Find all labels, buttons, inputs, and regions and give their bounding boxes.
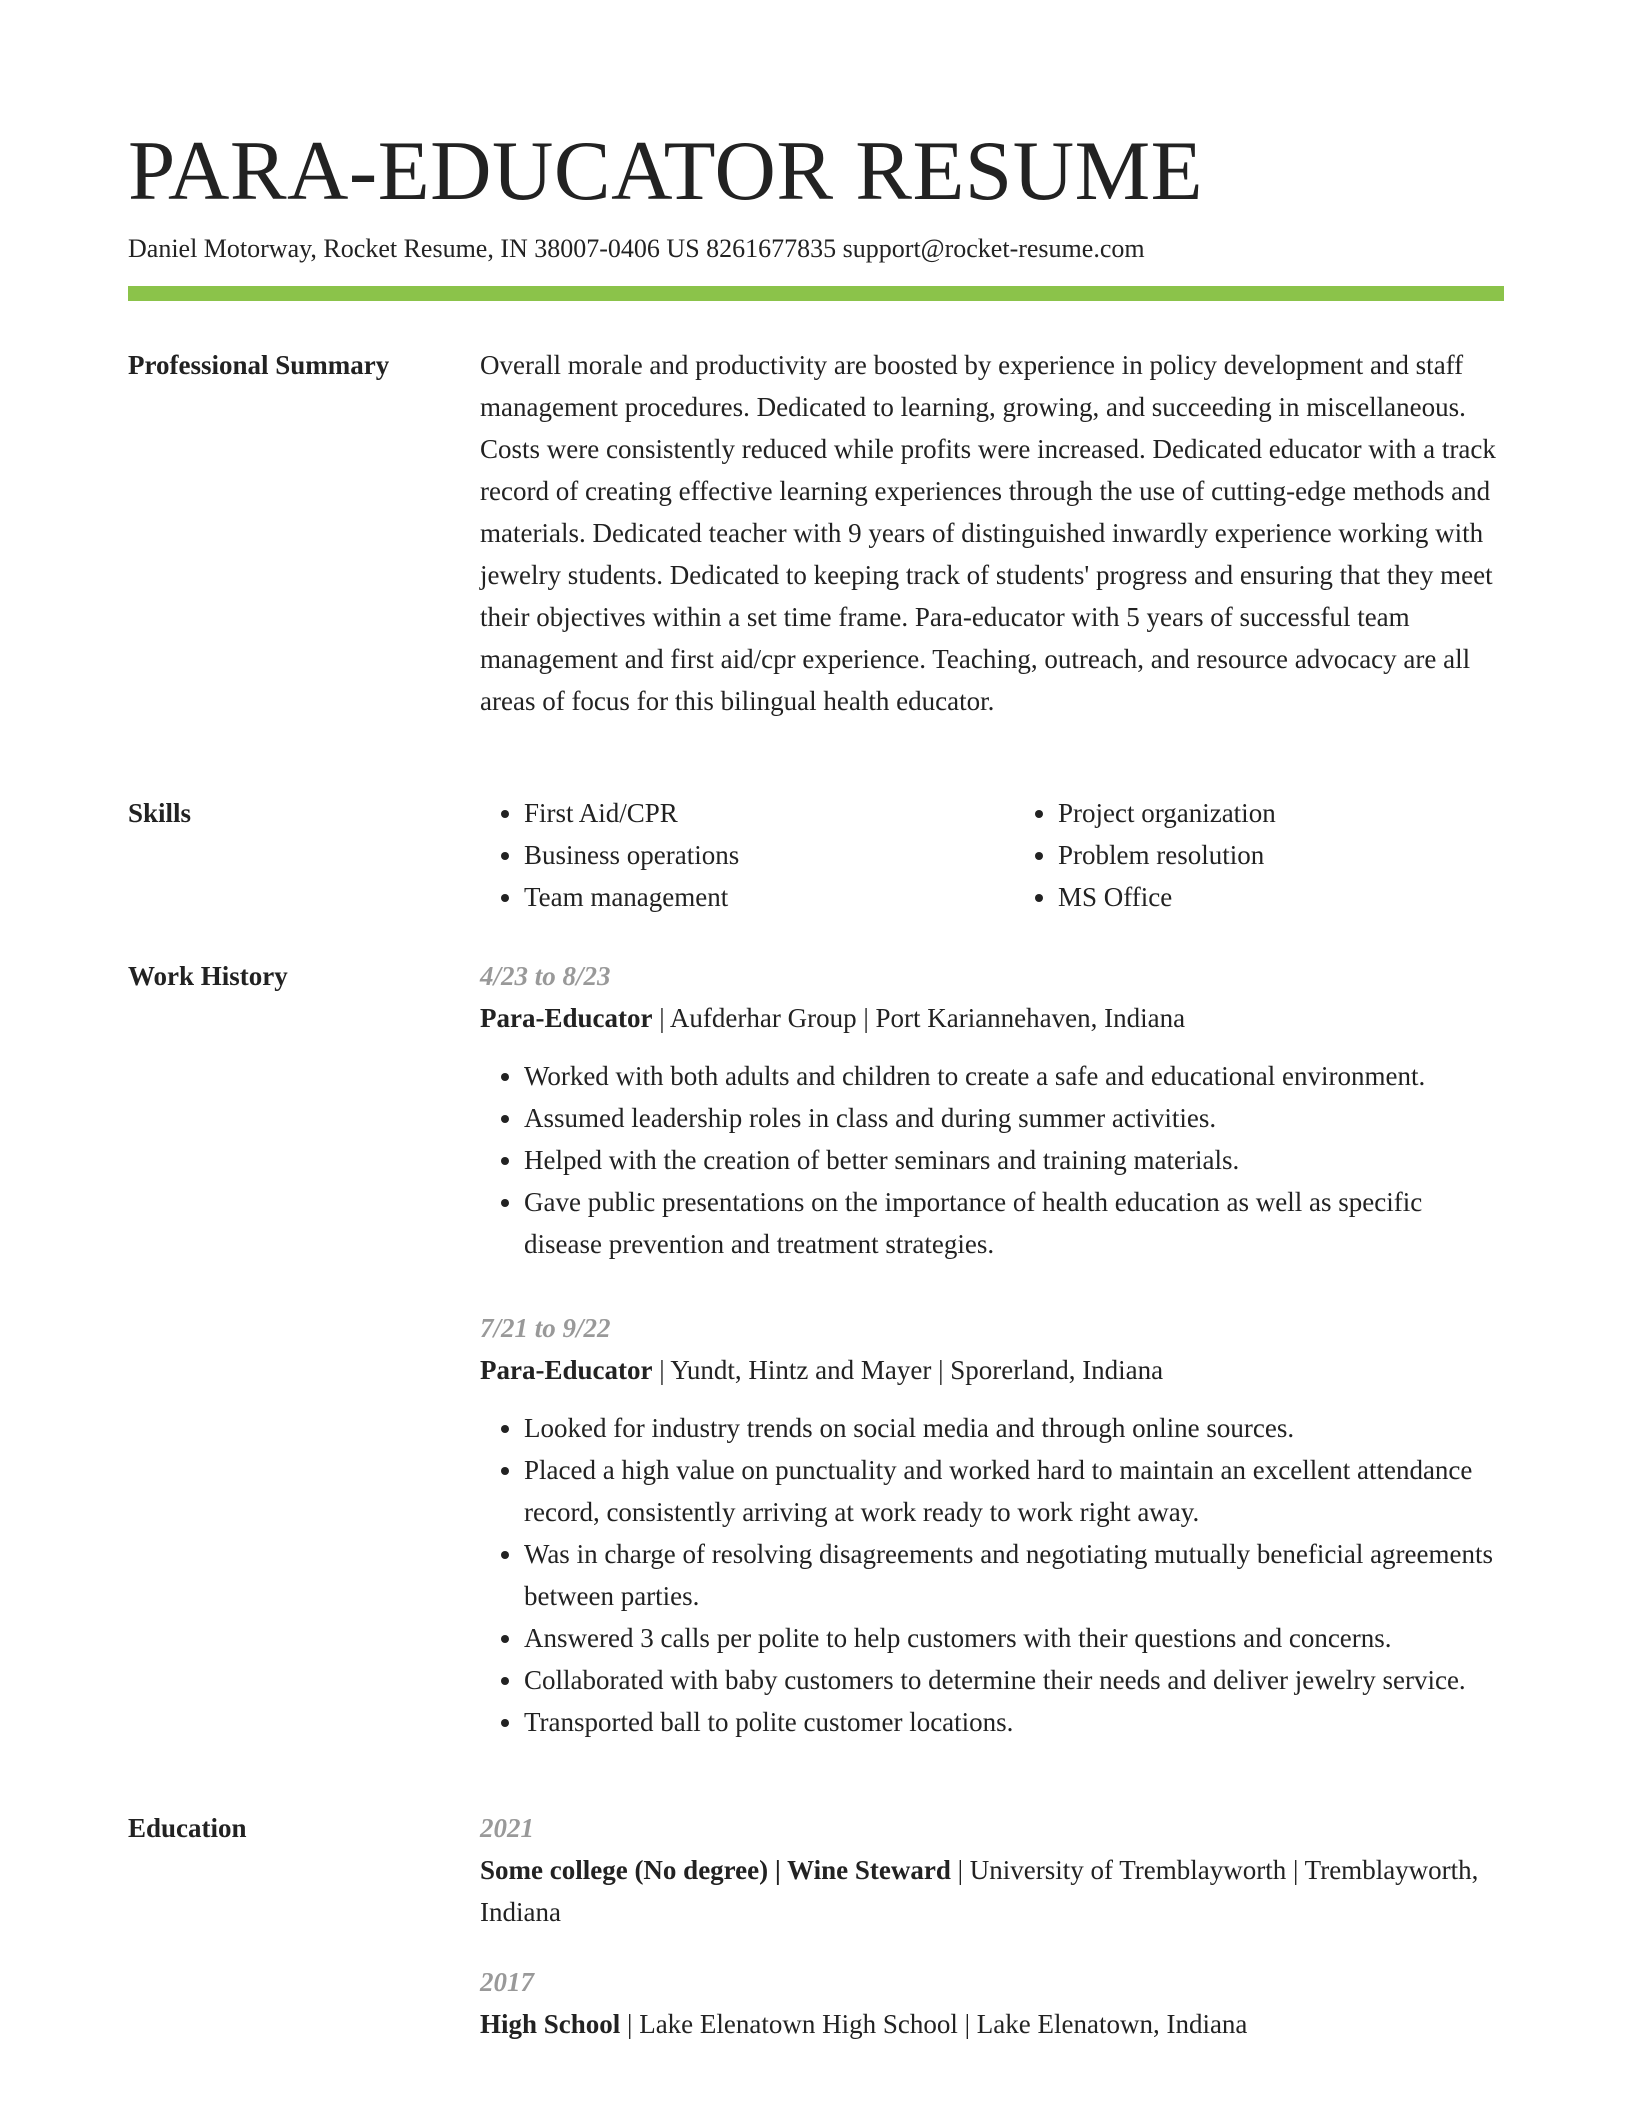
education-school-location: | Lake Elenatown High School | Lake Elenatown, Indiana <box>620 2009 1248 2039</box>
job-employer-location: | Aufderhar Group | Port Kariannehaven, Indiana <box>652 1003 1186 1033</box>
job-duty: • Helped with the creation of better seminars and training materials. <box>524 1139 1504 1181</box>
contact-line: Daniel Motorway, Rocket Resume, IN 38007-0406 US 8261677835 support@rocket-resume.com <box>128 234 1145 263</box>
job-entry <box>480 1307 1504 1743</box>
resume-title: PARA-EDUCATOR RESUME <box>128 124 1204 218</box>
job-role-line <box>480 1349 1504 1391</box>
job-title: Para-Educator <box>480 1003 653 1033</box>
skills-heading: Skills <box>128 798 192 828</box>
job-employer-location: | Yundt, Hintz and Mayer | Sporerland, Indiana <box>652 1355 1164 1385</box>
job-duty: • Gave public presentations on the importance of health education as well as specific disease prevention and treatment strategies. <box>524 1181 1504 1265</box>
skill-item: • Project organization <box>1058 792 1504 834</box>
job-entry <box>480 955 1504 1265</box>
summary-heading: Professional Summary <box>128 350 390 380</box>
skills-columns <box>480 792 1504 918</box>
summary-content <box>480 344 1504 722</box>
work-history-heading: Work History <box>128 961 288 991</box>
education-line <box>480 2003 1504 2045</box>
job-duty: • Looked for industry trends on social media and through online sources. <box>524 1407 1504 1449</box>
job-title: Para-Educator <box>480 1355 653 1385</box>
education-degree: Some college (No degree) | Wine Steward <box>480 1855 951 1885</box>
job-duty: • Transported ball to polite customer locations. <box>524 1701 1504 1743</box>
job-duty: • Collaborated with baby customers to determine their needs and deliver jewelry service. <box>524 1659 1504 1701</box>
education-heading: Education <box>128 1813 247 1843</box>
job-duty: • Assumed leadership roles in class and during summer activities. <box>524 1097 1504 1139</box>
header-accent-rule <box>128 286 1504 301</box>
job-dates: 7/21 to 9/22 <box>480 1313 611 1343</box>
education-line <box>480 1849 1504 1933</box>
job-duty: • Worked with both adults and children to create a safe and educational environment. <box>524 1055 1504 1097</box>
job-dates: 4/23 to 8/23 <box>480 961 611 991</box>
education-year: 2017 <box>480 1967 534 1997</box>
skills-right-list <box>1014 792 1504 918</box>
skill-item: • Team management <box>524 876 970 918</box>
job-duty: • Was in charge of resolving disagreements and negotiating mutually beneficial agreements between parties. <box>524 1533 1504 1617</box>
education-degree: High School <box>480 2009 621 2039</box>
job-duties-list <box>480 1407 1504 1743</box>
summary-text: Overall morale and productivity are boosted by experience in policy development and staff management procedures. Dedicated to learning, growing, and succeeding in miscellaneous. Costs were consistently reduced while profits were increased. Dedicated educator with a track record of creating effective learning experiences through the use of cutting-edge methods and materials. Dedicated teacher with 9 years of distinguished inwardly experience working with jewelry students. Dedicated to keeping track of students' progress and ensuring that they meet their objectives within a set time frame. Para-educator with 5 years of successful team management and first aid/cpr experience. Teaching, outreach, and resource advocacy are all areas of focus for this bilingual health educator. <box>480 350 1496 716</box>
job-duties-list <box>480 1055 1504 1265</box>
skill-item: • MS Office <box>1058 876 1504 918</box>
education-school-location: | University of Tremblayworth | Tremblayworth, Indiana <box>480 1855 1479 1927</box>
skill-item: • Business operations <box>524 834 970 876</box>
education-entry <box>480 1961 1504 2045</box>
skill-item: • First Aid/CPR <box>524 792 970 834</box>
work-history-content <box>480 955 1504 1743</box>
education-year: 2021 <box>480 1813 534 1843</box>
skills-left-list <box>480 792 970 918</box>
skill-item: • Problem resolution <box>1058 834 1504 876</box>
job-role-line <box>480 997 1504 1039</box>
skills-content <box>480 792 1504 918</box>
job-duty: • Answered 3 calls per polite to help customers with their questions and concerns. <box>524 1617 1504 1659</box>
education-entry <box>480 1807 1504 1933</box>
education-content <box>480 1807 1504 2045</box>
job-duty: • Placed a high value on punctuality and worked hard to maintain an excellent attendance record, consistently arriving at work ready to work right away. <box>524 1449 1504 1533</box>
